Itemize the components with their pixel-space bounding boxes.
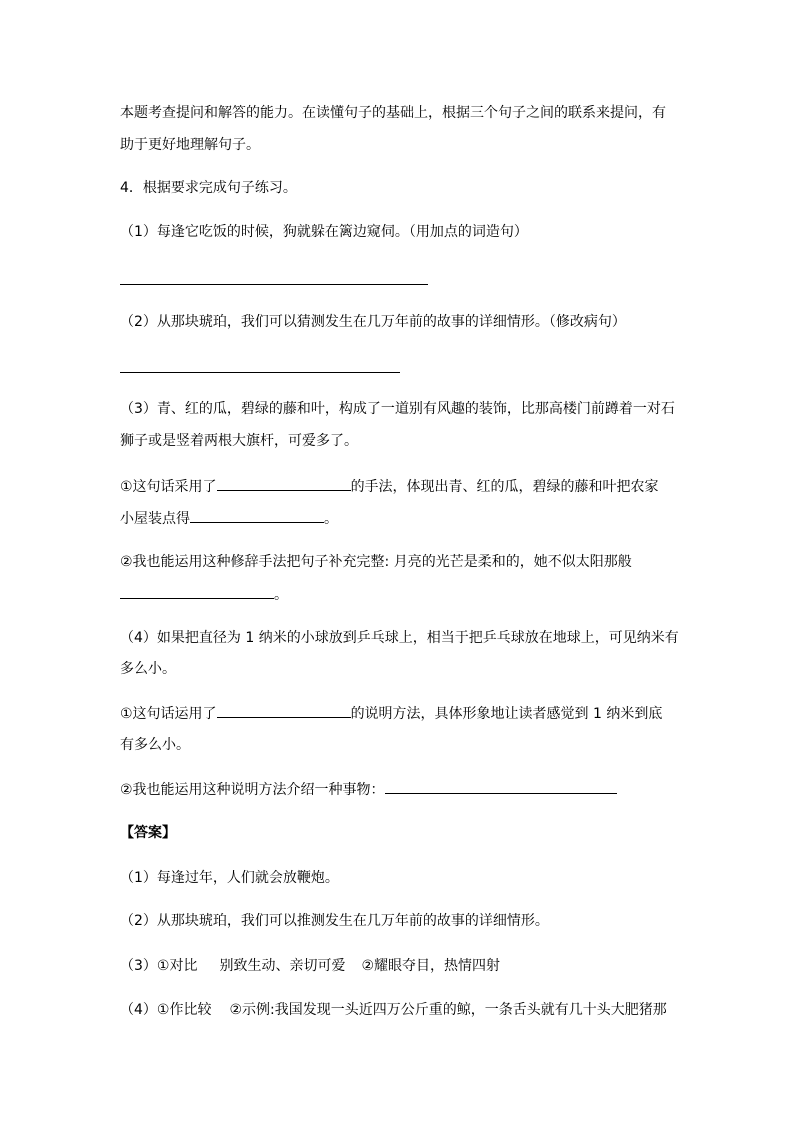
answer-blank-4a[interactable]	[217, 703, 351, 718]
question-3-part-b-line-2	[120, 584, 288, 604]
answer-3-part-3: ②耀眼夺目，热情四射	[361, 958, 501, 974]
intro-line-1: 本题考查提问和解答的能力。在读懂句子的基础上，根据三个句子之间的联系来提问，有	[120, 105, 666, 121]
question-4-line-1: （4）如果把直径为 1 纳米的小球放到乒乓球上，相当于把乒乓球放在地球上，可见纳米有	[120, 630, 679, 646]
question-3-part-b: ②我也能运用这种修辞手法把句子补充完整: 月亮的光芒是柔和的，她不似太阳那般	[120, 554, 632, 570]
question-3-a-suffix: 的手法，体现出青、红的瓜，碧绿的藤和叶把农家	[350, 479, 659, 495]
question-4-b-prefix: ②我也能运用这种说明方法介绍一种事物：	[120, 782, 385, 798]
question-3-part-a	[120, 476, 659, 496]
answer-blank-3b[interactable]	[120, 584, 274, 599]
question-4-line-2: 多么小。	[120, 661, 176, 677]
question-3-a2-suffix: 。	[324, 511, 338, 527]
question-4-a-suffix: 的说明方法，具体形象地让读者感觉到 1 纳米到底	[350, 706, 663, 722]
question-1: （1）每逢它吃饭的时候，狗就躲在篱边窥伺。（用加点的词造句）	[120, 224, 528, 240]
answer-blank-3a[interactable]	[217, 476, 351, 491]
answer-blank-4b[interactable]	[385, 779, 617, 794]
answer-blank-1[interactable]	[120, 284, 428, 285]
answer-3	[120, 956, 500, 976]
answer-blank-3a2[interactable]	[190, 508, 324, 523]
answer-4-part-2: ②示例:我国发现一头近四万公斤重的鲸，一条舌头就有几十头大肥猪那	[229, 1002, 667, 1018]
question-2: （2）从那块琥珀，我们可以猜测发生在几万年前的故事的详细情形。（修改病句）	[120, 314, 626, 330]
answer-3-part-2: 别致生动、亲切可爱	[219, 958, 346, 974]
answer-4-part-1: （4）①作比较	[120, 1002, 212, 1018]
question-3-a2-prefix: 小屋装点得	[120, 511, 190, 527]
question-4-part-a-line-2: 有多么小。	[120, 737, 190, 753]
answer-3-part-1: （3）①对比	[120, 958, 198, 974]
answer-2: （2）从那块琥珀，我们可以推测发生在几万年前的故事的详细情形。	[120, 913, 549, 929]
question-4-part-b	[120, 779, 617, 799]
answer-4	[120, 1000, 667, 1020]
question-heading: 4．根据要求完成句子练习。	[120, 180, 297, 196]
question-4-part-a	[120, 703, 662, 723]
question-3-line-1: （3）青、红的瓜，碧绿的藤和叶，构成了一道别有风趣的装饰，比那高楼门前蹲着一对石	[120, 401, 675, 417]
question-3-a-prefix: ①这句话采用了	[120, 479, 217, 495]
question-3-line-2: 狮子或是竖着两根大旗杆，可爱多了。	[120, 433, 358, 449]
intro-line-2: 助于更好地理解句子。	[120, 137, 260, 153]
question-3-b2-suffix: 。	[274, 587, 288, 603]
question-3-part-a-line-2	[120, 508, 338, 528]
question-4-a-prefix: ①这句话运用了	[120, 706, 217, 722]
answer-label: 【答案】	[120, 825, 176, 841]
answer-1: （1）每逢过年，人们就会放鞭炮。	[120, 870, 339, 886]
answer-blank-2[interactable]	[120, 372, 400, 373]
